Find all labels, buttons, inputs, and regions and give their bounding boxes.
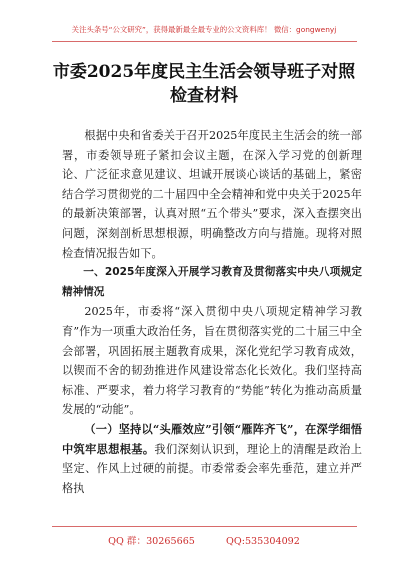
footer-contact: [0, 533, 408, 547]
section-1-heading: 一、2025年度深入开展学习教育及贯彻落实中央八项规定精神情况: [62, 266, 362, 298]
title-line-2: 检查材料: [170, 86, 238, 106]
footer-divider: [52, 526, 357, 527]
subsection-1-text: 我们深刻认识到，理论上的清醒是政治上坚定、作风上过硬的前提。市委常委会率先垂范，建立并严格执: [62, 442, 362, 495]
section-1-paragraph: 2025年，市委将“深入贯彻中央八项规定精神学习教育”作为一项重大政治任务，旨在贯彻落实党的二十届三中全会部署，巩固拓展主题教育成果，深化党纪学习教育成效，以锲而不舍的韧劲推进作风建设常态化长效化。我们坚持高标准、严要求，着力将学习教育的“势能”转化为推动高质量发展的“动能”。: [62, 305, 362, 417]
title-line-1: 市委2025年度民主生活会领导班子对照: [52, 62, 356, 82]
document-title: [40, 60, 368, 108]
document-body: [62, 126, 362, 498]
intro-paragraph: 根据中央和省委关于召开2025年度民主生活会的统一部署，市委领导班子紧扣会议主题，在深入学习党的创新理论、广泛征求意见建议、坦诚开展谈心谈话的基础上，紧密结合学习贯彻党的二十届四中全会精神和党中央关于2025年的最新决策部署，认真对照“五个带头”要求，深入查摆突出问题，深刻剖析思想根源，明确整改方向与措施。现将对照检查情况报告如下。: [62, 129, 362, 260]
header-divider: [52, 41, 357, 42]
subsection-1-heading: （一）坚持以“头雁效应”引领“雁阵齐飞”，在深学细悟中筑牢思想根基。: [62, 421, 362, 456]
footer-qq-group: QQ 群：30265665: [108, 536, 195, 547]
header-banner: 关注头条号“公文研究”，获得最新最全最专业的公文资料库！ 微信：gongwenyj: [71, 25, 337, 34]
subsection-1-paragraph: [62, 420, 362, 498]
footer-qq: QQ:535304092: [225, 536, 300, 547]
